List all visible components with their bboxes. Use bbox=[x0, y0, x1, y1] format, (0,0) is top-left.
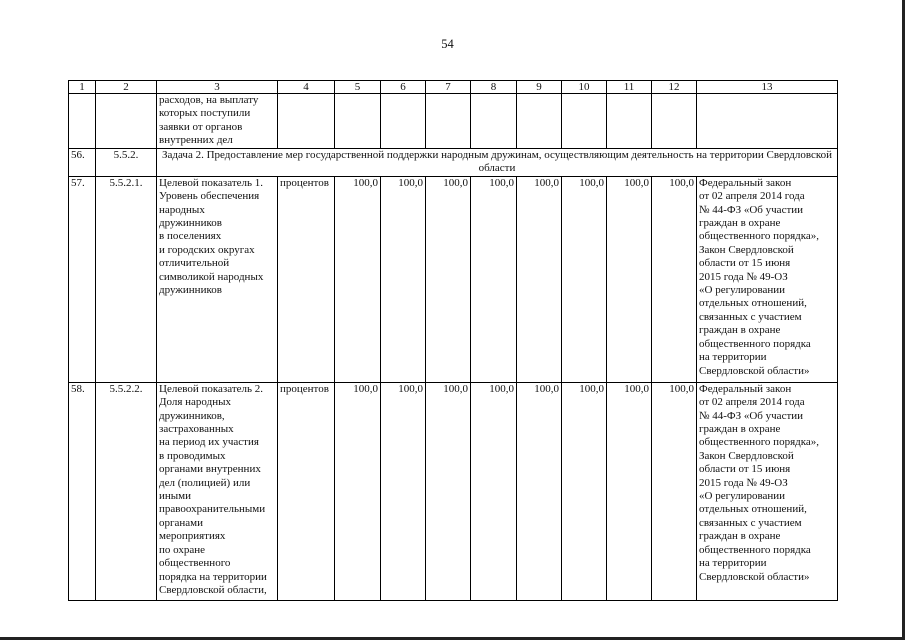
column-number-row bbox=[69, 81, 838, 94]
value-cell: 100,0 bbox=[517, 382, 562, 600]
continuation-text: расходов, на выплату которых поступили заявки от органов внутренних дел bbox=[157, 94, 278, 149]
column-number: 7 bbox=[426, 81, 471, 94]
table-row-task bbox=[69, 149, 838, 177]
unit: процентов bbox=[278, 382, 335, 600]
value-cell: 100,0 bbox=[562, 176, 607, 382]
column-number: 8 bbox=[471, 81, 517, 94]
value-cell: 100,0 bbox=[471, 382, 517, 600]
indicator-name: Целевой показатель 2. Доля народных дружинников, застрахованных на период их участия в проводимых органами внутренних дел (полицией) или иными правоохранительными органами мероприятиях по охране общественного порядка на территории Свердловской области, bbox=[157, 382, 278, 600]
column-number: 3 bbox=[157, 81, 278, 94]
value-cell: 100,0 bbox=[517, 176, 562, 382]
row-code: 5.5.2.1. bbox=[96, 176, 157, 382]
column-number: 6 bbox=[381, 81, 426, 94]
column-number: 1 bbox=[69, 81, 96, 94]
value-cell: 100,0 bbox=[381, 382, 426, 600]
unit: процентов bbox=[278, 176, 335, 382]
column-number: 13 bbox=[697, 81, 838, 94]
column-number: 5 bbox=[335, 81, 381, 94]
column-number: 12 bbox=[652, 81, 697, 94]
value-cell: 100,0 bbox=[381, 176, 426, 382]
column-number: 9 bbox=[517, 81, 562, 94]
value-cell: 100,0 bbox=[607, 382, 652, 600]
table-row-continuation bbox=[69, 94, 838, 149]
value-cell: 100,0 bbox=[652, 382, 697, 600]
value-cell: 100,0 bbox=[335, 382, 381, 600]
indicators-table bbox=[68, 80, 838, 601]
row-code: 5.5.2. bbox=[96, 149, 157, 177]
column-number: 11 bbox=[607, 81, 652, 94]
task-title: Задача 2. Предоставление мер государственной поддержки народным дружинам, осуществляющим деятельность на территории Свердловской области bbox=[157, 149, 838, 177]
value-cell: 100,0 bbox=[562, 382, 607, 600]
column-number: 2 bbox=[96, 81, 157, 94]
legal-source: Федеральный закон от 02 апреля 2014 года № 44-ФЗ «Об участии граждан в охране общественного порядка», Закон Свердловской области от 15 июня 2015 года № 49-ОЗ «О регулировании отдельных отношений, связанных с участием граждан в охране общественного порядка на территории Свердловской области» bbox=[697, 382, 838, 600]
value-cell: 100,0 bbox=[335, 176, 381, 382]
value-cell: 100,0 bbox=[607, 176, 652, 382]
row-number: 57. bbox=[69, 176, 96, 382]
legal-source: Федеральный закон от 02 апреля 2014 года № 44-ФЗ «Об участии граждан в охране общественного порядка», Закон Свердловской области от 15 июня 2015 года № 49-ОЗ «О регулировании отдельных отношений, связанных с участием граждан в охране общественного порядка на территории Свердловской области» bbox=[697, 176, 838, 382]
page-number: 54 bbox=[441, 37, 454, 51]
indicator-name: Целевой показатель 1. Уровень обеспечения народных дружинников в поселениях и городских округах отличительной символикой народных дружинников bbox=[157, 176, 278, 382]
value-cell: 100,0 bbox=[426, 176, 471, 382]
column-number: 4 bbox=[278, 81, 335, 94]
row-number: 58. bbox=[69, 382, 96, 600]
table-row bbox=[69, 176, 838, 382]
value-cell: 100,0 bbox=[652, 176, 697, 382]
value-cell: 100,0 bbox=[471, 176, 517, 382]
column-number: 10 bbox=[562, 81, 607, 94]
table-row bbox=[69, 382, 838, 600]
row-number: 56. bbox=[69, 149, 96, 177]
value-cell: 100,0 bbox=[426, 382, 471, 600]
row-code: 5.5.2.2. bbox=[96, 382, 157, 600]
